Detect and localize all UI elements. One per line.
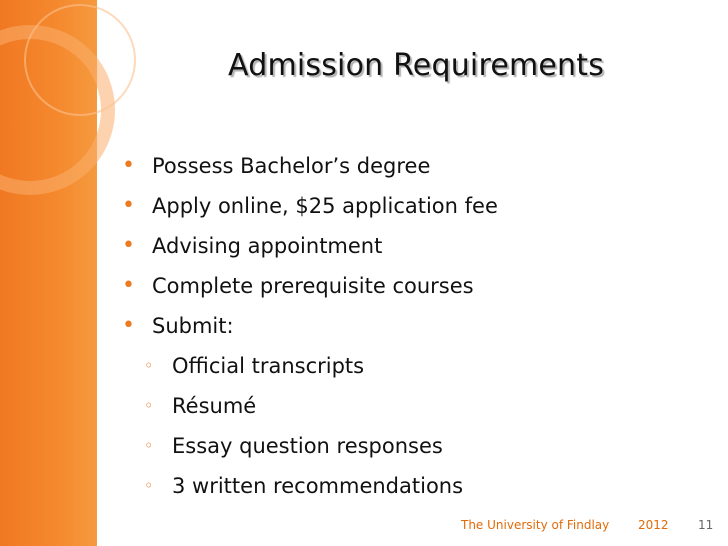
bullet-item xyxy=(117,186,707,226)
sub-bullet-item xyxy=(117,426,707,466)
bullet-text: Apply online, $25 application fee xyxy=(152,194,498,218)
bullet-text: Complete prerequisite courses xyxy=(152,274,474,298)
bullet-list xyxy=(117,146,707,506)
sub-bullet-text: Résumé xyxy=(172,394,257,418)
bullet-ring-icon: ◦ xyxy=(144,476,154,495)
bullet-item xyxy=(117,306,707,346)
bullet-dot-icon: • xyxy=(122,193,135,218)
bullet-dot-icon: • xyxy=(122,233,135,258)
footer-year: 2012 xyxy=(638,518,669,532)
bullet-text: Advising appointment xyxy=(152,234,383,258)
bullet-text: Submit: xyxy=(152,314,234,338)
bullet-text: Possess Bachelor’s degree xyxy=(152,154,431,178)
bullet-dot-icon: • xyxy=(122,313,135,338)
sub-bullet-text: Official transcripts xyxy=(172,354,365,378)
bullet-ring-icon: ◦ xyxy=(144,396,154,415)
sub-bullet-text: 3 written recommendations xyxy=(172,474,464,498)
sub-bullet-item xyxy=(117,346,707,386)
slide-title: Admission Requirements xyxy=(228,48,605,83)
bullet-dot-icon: • xyxy=(122,153,135,178)
sub-bullet-item xyxy=(117,466,707,506)
bullet-dot-icon: • xyxy=(122,273,135,298)
bullet-ring-icon: ◦ xyxy=(144,356,154,375)
footer-institution: The University of Findlay xyxy=(461,518,610,532)
slide-number: 11 xyxy=(698,518,714,532)
bullet-item xyxy=(117,226,707,266)
bullet-item xyxy=(117,266,707,306)
bullet-item xyxy=(117,146,707,186)
sub-bullet-text: Essay question responses xyxy=(172,434,443,458)
bullet-ring-icon: ◦ xyxy=(144,436,154,455)
sub-bullet-item xyxy=(117,386,707,426)
